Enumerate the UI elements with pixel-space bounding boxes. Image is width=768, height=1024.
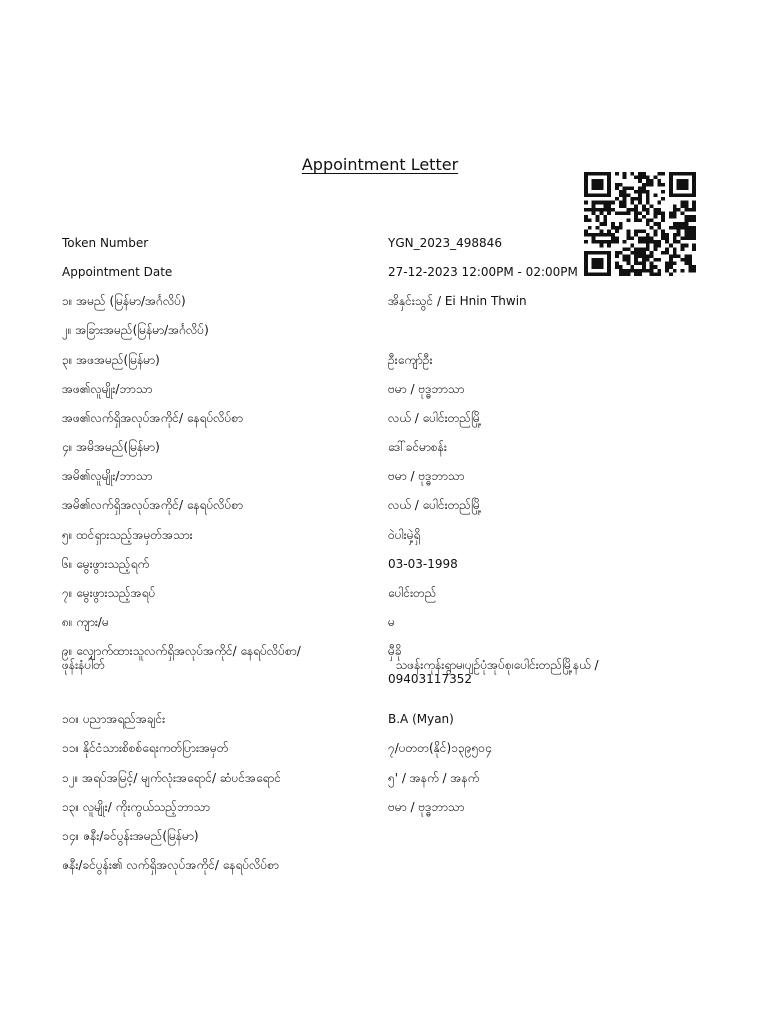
label-place-of-birth: ၇။ မွေးဖွားသည့်အရပ် [62,586,156,600]
label-distinguishing-mark: ၅။ ထင်ရှားသည့်အမှတ်အသား [62,528,193,542]
label-name: ၁။ အမည် (မြန်မာ/အင်္ဂလိပ်) [62,294,186,308]
value-applicant-occupation-address-phone: မှီခို သဖန်းကုန်းရွာမ၊ပျဥ်ပုံအုပ်စု၊ပေါင်းတည်မြို့နယ် / 09403117352 [388,644,599,686]
value-distinguishing-mark: ဝဲပါးမှဲ့ရှိ [388,528,421,542]
value-mother-name: ဒေါ်ခင်မာစန်း [388,440,447,454]
value-father-occupation-address: လယ် / ပေါင်းတည်မြို့ [388,411,482,425]
value-nrc-number: ၇/ပတတ(နိုင်)၁၃၉၅၀၄ [388,741,492,755]
label-applicant-occupation-address-phone: ၉။ လျှောက်ထားသူလက်ရှိအလုပ်အကိုင်/ နေရပ်လိပ်စာ/ဖုန်းနံပါတ် [62,644,301,672]
label-other-name: ၂။ အခြားအမည်(မြန်မာ/အင်္ဂလိပ်) [62,323,209,337]
label-father-occupation-address: အဖ၏လက်ရှိအလုပ်အကိုင်/ နေရပ်လိပ်စာ [62,411,244,425]
label-spouse-occupation-address: ဇနီး/ခင်ပွန်း၏ လက်ရှိအလုပ်အကိုင်/ နေရပ်လိပ်စာ [62,858,279,872]
label-race-religion: ၁၃။ လူမျိုး/ ကိုးကွယ်သည့်ဘာသာ [62,800,210,814]
label-father-race-religion: အဖ၏လူမျိုး/ဘာသာ [62,382,153,396]
value-height-eye-hair: ၅' / အနက် / အနက် [388,771,480,785]
label-nrc-number: ၁၁။ နိုင်ငံသားစိစစ်ရေးကတ်ပြားအမှတ် [62,741,229,755]
label-spouse-name: ၁၄။ ဇနီး/ခင်ပွန်းအမည်(မြန်မာ) [62,829,199,843]
label-education: ၁၀။ ပညာအရည်အချင်း [62,712,166,726]
label-mother-occupation-address: အမိ၏လက်ရှိအလုပ်အကိုင်/ နေရပ်လိပ်စာ [62,498,244,512]
label-appointment-date: Appointment Date [62,265,173,279]
label-father-name: ၃။ အဖအမည်(မြန်မာ) [62,353,160,367]
label-mother-race-religion: အမိ၏လူမျိုး/ဘာသာ [62,469,153,483]
value-father-race-religion: ဗမာ / ဗုဒ္ဓဘာသာ [388,382,465,396]
label-token-number: Token Number [62,236,149,250]
label-sex: ၈။ ကျား/မ [62,615,109,629]
value-father-name: ဦးကျော်ဦး [388,353,433,367]
value-name: အိနှင်းသွင် / Ei Hnin Thwin [388,294,527,308]
value-education: B.A (Myan) [388,712,454,726]
value-sex: မ [388,615,395,629]
qr-code [584,172,696,276]
document-title: Appointment Letter [301,155,459,174]
value-token-number: YGN_2023_498846 [388,236,502,250]
label-height-eye-hair: ၁၂။ အရပ်အမြင့်/ မျက်လုံးအရောင်/ ဆံပင်အရောင် [62,771,282,785]
value-appointment-date: 27-12-2023 12:00PM - 02:00PM [388,265,578,279]
label-mother-name: ၄။ အမိအမည်(မြန်မာ) [62,440,160,454]
value-date-of-birth: 03-03-1998 [388,557,458,571]
value-mother-occupation-address: လယ် / ပေါင်းတည်မြို့ [388,498,482,512]
value-race-religion: ဗမာ / ဗုဒ္ဓဘာသာ [388,800,465,814]
value-place-of-birth: ပေါင်းတည် [388,586,437,600]
label-date-of-birth: ၆။ မွေးဖွားသည့်ရက် [62,557,150,571]
value-mother-race-religion: ဗမာ / ဗုဒ္ဓဘာသာ [388,469,465,483]
